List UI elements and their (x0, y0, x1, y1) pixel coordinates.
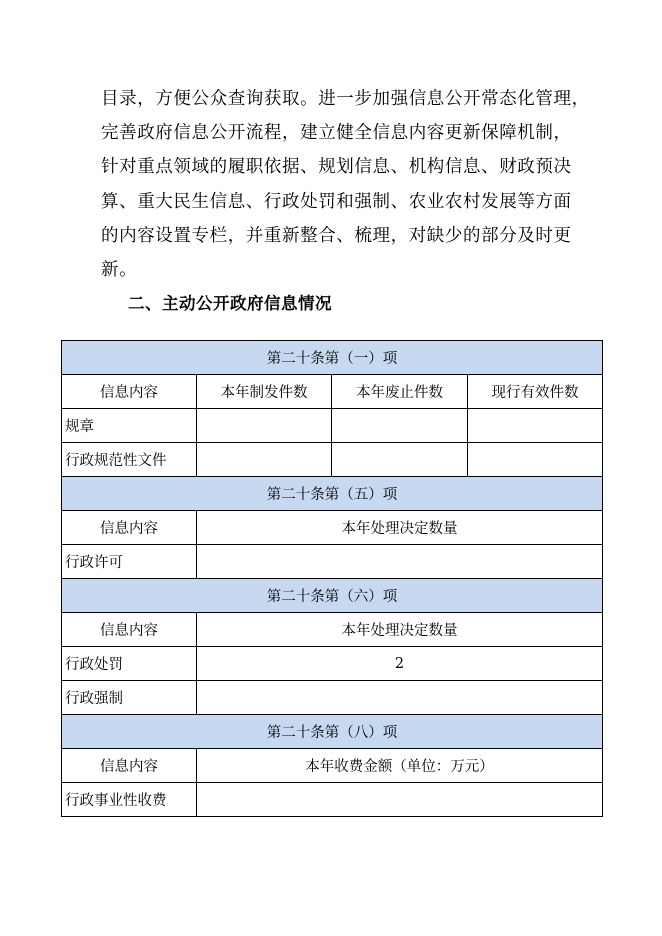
section-title: 第二十条第（六）项 (62, 579, 603, 613)
section-heading: 二、主动公开政府信息情况 (128, 294, 332, 313)
section-title: 第二十条第（五）项 (62, 477, 603, 511)
value-cell (332, 443, 468, 477)
header-cell: 信息内容 (62, 511, 197, 545)
header-cell: 本年处理决定数量 (197, 613, 603, 647)
value-cell: 2 (197, 647, 603, 681)
section-title: 第二十条第（一）项 (62, 341, 603, 375)
header-row (62, 613, 603, 647)
table-row (62, 647, 603, 681)
header-cell: 本年制发件数 (197, 375, 332, 409)
section-title: 第二十条第（八）项 (62, 715, 603, 749)
value-cell (468, 443, 603, 477)
value-cell (197, 545, 603, 579)
header-cell: 本年处理决定数量 (197, 511, 603, 545)
value-cell (197, 409, 332, 443)
section-row-article20-item8 (62, 715, 603, 749)
header-row (62, 511, 603, 545)
header-cell: 信息内容 (62, 613, 197, 647)
paragraph-line: 新。 (101, 260, 138, 281)
header-row (62, 375, 603, 409)
header-cell: 信息内容 (62, 375, 197, 409)
header-row (62, 749, 603, 783)
header-cell: 现行有效件数 (468, 375, 603, 409)
section-row-article20-item1 (62, 341, 603, 375)
paragraph-line: 目录，方便公众查询获取。进一步加强信息公开常态化管理， (101, 89, 590, 109)
row-label: 规章 (62, 409, 197, 443)
header-cell: 本年废止件数 (332, 375, 468, 409)
paragraph-line: 算、重大民生信息、行政处罚和强制、农业农村发展等方面 (101, 191, 572, 212)
section-row-article20-item6 (62, 579, 603, 613)
row-label: 行政规范性文件 (62, 443, 197, 477)
value-cell (197, 681, 603, 715)
paragraph-line: 完善政府信息公开流程，建立健全信息内容更新保障机制， (101, 123, 572, 144)
value-cell (197, 443, 332, 477)
row-label: 行政强制 (62, 681, 197, 715)
row-label: 行政处罚 (62, 647, 197, 681)
value-cell (197, 783, 603, 817)
row-label: 行政事业性收费 (62, 783, 197, 817)
table-row (62, 443, 603, 477)
section-row-article20-item5 (62, 477, 603, 511)
table-row (62, 783, 603, 817)
header-cell: 本年收费金额（单位：万元） (197, 749, 603, 783)
disclosure-table (61, 340, 603, 817)
value-cell (468, 409, 603, 443)
body-paragraph (101, 82, 590, 287)
paragraph-line: 的内容设置专栏，并重新整合、梳理，对缺少的部分及时更 (101, 225, 572, 246)
paragraph-line: 针对重点领域的履职依据、规划信息、机构信息、财政预决 (101, 157, 572, 178)
value-cell (332, 409, 468, 443)
header-cell: 信息内容 (62, 749, 197, 783)
table-row (62, 681, 603, 715)
row-label: 行政许可 (62, 545, 197, 579)
table-row (62, 409, 603, 443)
table-row (62, 545, 603, 579)
